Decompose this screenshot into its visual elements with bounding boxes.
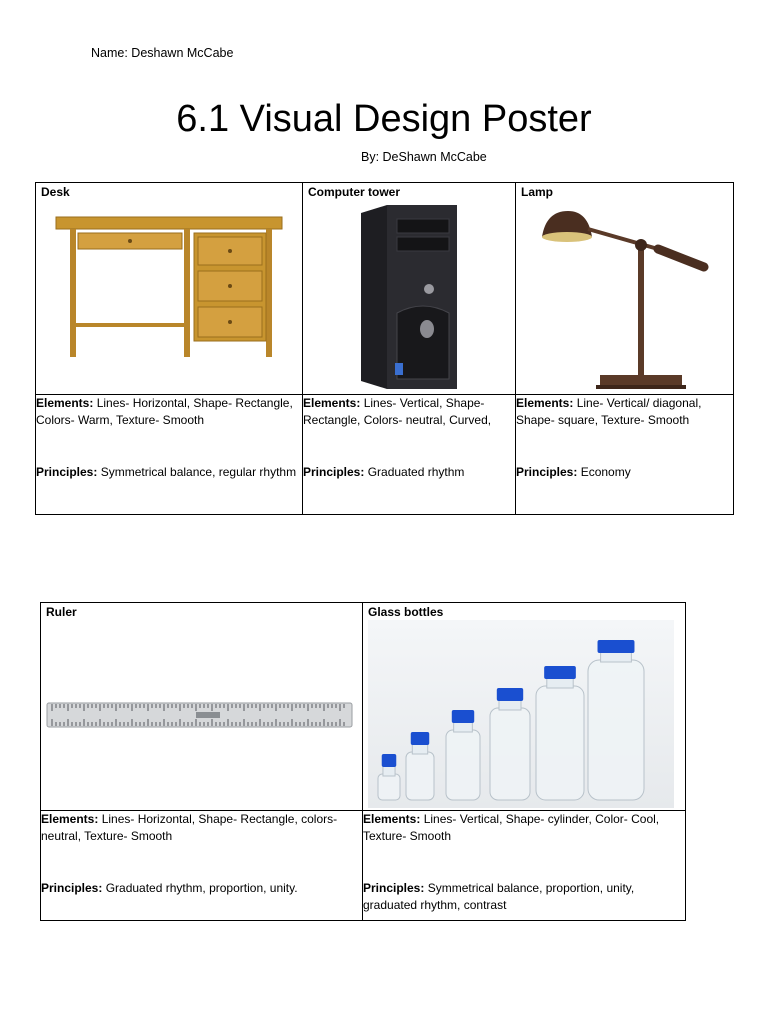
ruler-image — [46, 701, 354, 731]
byline: By: DeShawn McCabe — [361, 150, 487, 164]
computer-tower-principles: Graduated rhythm — [364, 465, 465, 479]
principles-label: Principles: — [516, 465, 578, 479]
cell-glass-bottles — [363, 603, 686, 811]
poster-table-bottom — [40, 602, 686, 921]
elements-label: Elements: — [36, 396, 94, 410]
page-title: 6.1 Visual Design Poster — [176, 98, 592, 140]
item-title: Ruler — [46, 605, 77, 619]
computer-tower-elements: Lines- Vertical, Shape- Rectangle, Colors- neutral, Curved, — [303, 396, 492, 427]
desk-image — [54, 213, 286, 358]
desk-principles: Symmetrical balance, regular rhythm — [97, 465, 297, 479]
item-title: Computer tower — [308, 185, 401, 199]
principles-label: Principles: — [363, 881, 425, 895]
cell-lamp — [516, 183, 734, 395]
ruler-principles: Graduated rhythm, proportion, unity. — [102, 881, 298, 895]
computer-tower-image — [357, 203, 467, 393]
elements-label: Elements: — [303, 396, 361, 410]
item-title: Desk — [41, 185, 70, 199]
principles-label: Principles: — [303, 465, 365, 479]
ruler-description — [41, 811, 363, 921]
poster-table-top — [35, 182, 734, 515]
elements-label: Elements: — [41, 812, 99, 826]
cell-desk — [36, 183, 303, 395]
principles-label: Principles: — [36, 465, 98, 479]
lamp-elements: Line- Vertical/ diagonal, Shape- square, Texture- Smooth — [516, 396, 702, 427]
elements-label: Elements: — [516, 396, 574, 410]
cell-ruler — [41, 603, 363, 811]
lamp-image — [538, 201, 710, 391]
item-title: Lamp — [521, 185, 554, 199]
principles-label: Principles: — [41, 881, 103, 895]
lamp-description — [516, 395, 734, 515]
lamp-principles: Economy — [577, 465, 631, 479]
computer-tower-description — [303, 395, 516, 515]
item-title: Glass bottles — [368, 605, 444, 619]
elements-label: Elements: — [363, 812, 421, 826]
student-name: Name: Deshawn McCabe — [91, 46, 234, 60]
desk-description — [36, 395, 303, 515]
glass-bottles-description — [363, 811, 686, 921]
glass-bottles-image — [368, 620, 674, 808]
cell-computer-tower — [303, 183, 516, 395]
ruler-elements: Lines- Horizontal, Shape- Rectangle, colors- neutral, Texture- Smooth — [41, 812, 338, 843]
glass-bottles-principles: Symmetrical balance, proportion, unity, graduated rhythm, contrast — [363, 881, 635, 912]
glass-bottles-elements: Lines- Vertical, Shape- cylinder, Color- Cool, Texture- Smooth — [363, 812, 660, 843]
desk-elements: Lines- Horizontal, Shape- Rectangle, Colors- Warm, Texture- Smooth — [36, 396, 293, 427]
